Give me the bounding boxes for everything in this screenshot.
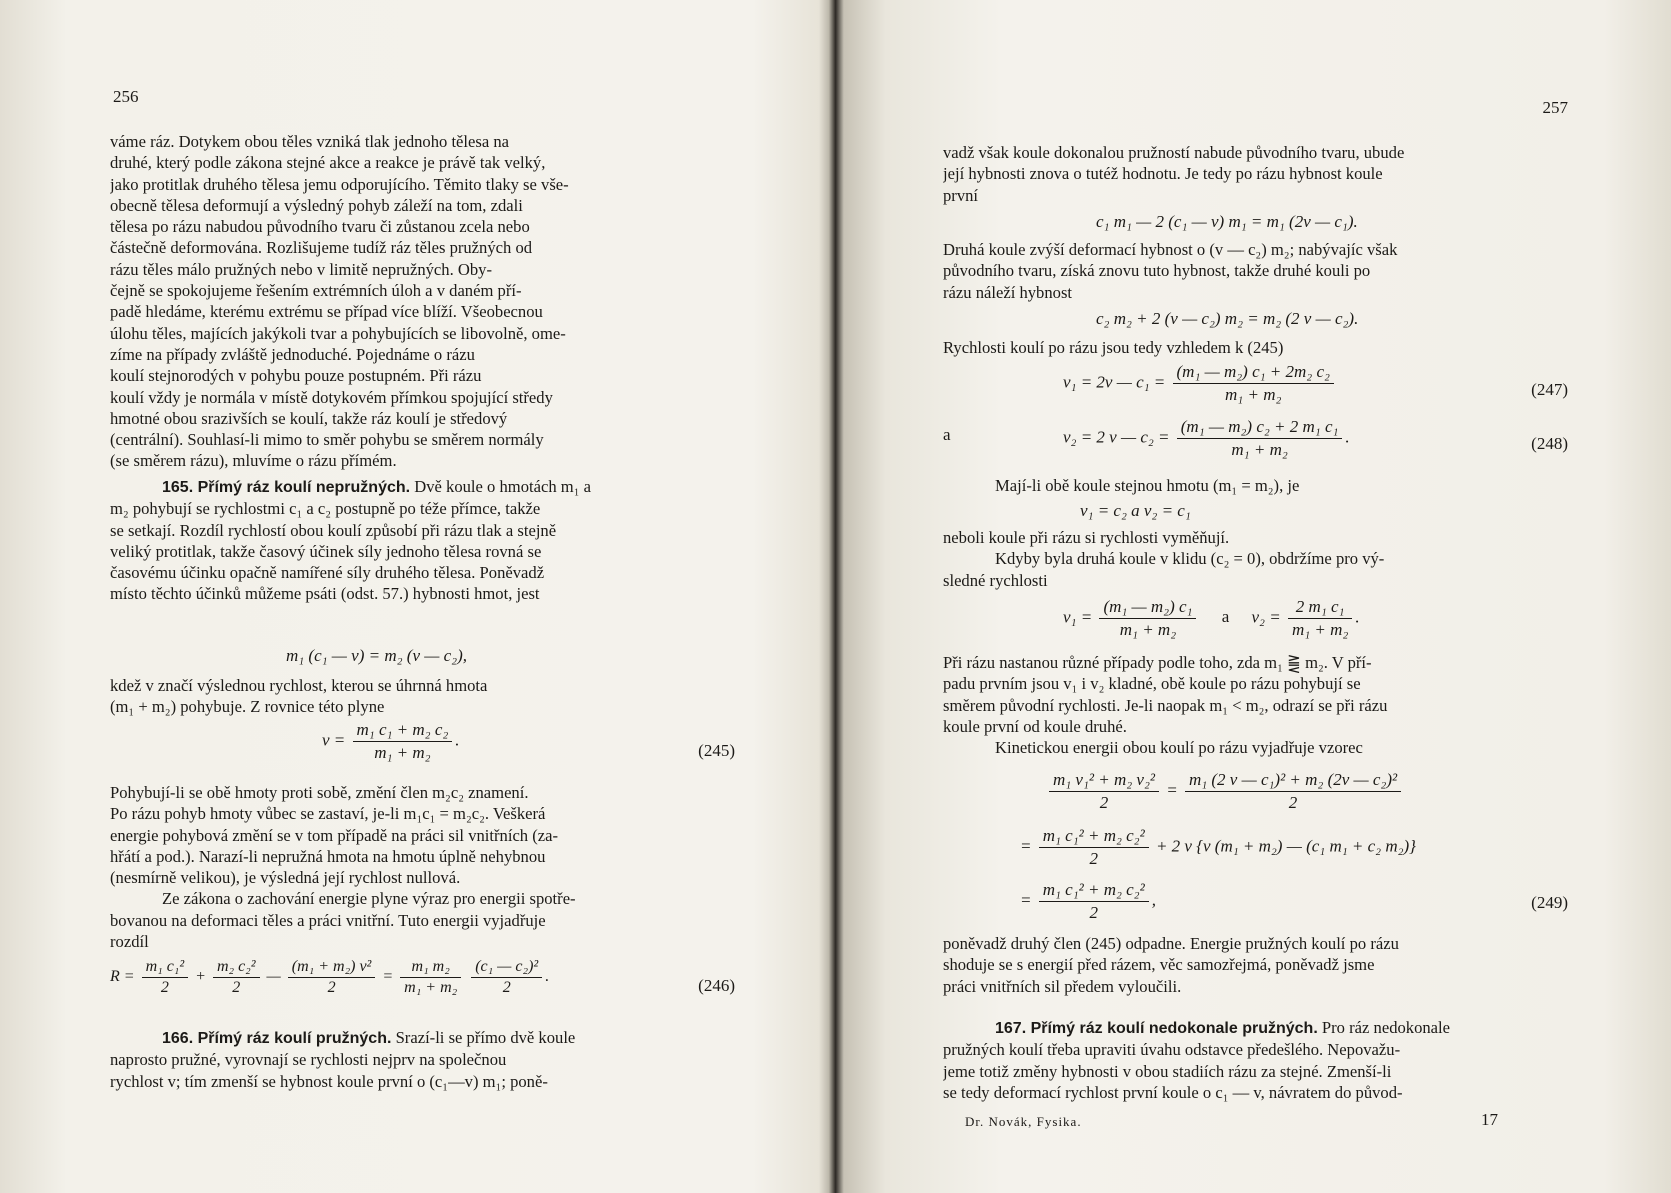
text-line: se tedy deformací rychlost první koule o c₁ — v, návratem do původ- <box>943 1082 1403 1102</box>
paragraph-exchange <box>943 527 1568 591</box>
left-page <box>110 0 735 1193</box>
equation-248: v₂ = 2 v — c₂ = $\frac{\text{(m₁ — m₂) c₂ + 2 m₁ c₁}}{\text{m₁ + m₂}}$ . <box>1063 417 1350 459</box>
paragraph-continuation <box>943 142 1568 206</box>
text-line: obecně tělesa deformují a výsledný pohyb záleží na tom, zdali <box>110 195 523 215</box>
text-line: poněvadž druhý člen (245) odpadne. Energie pružných koulí po rázu <box>943 934 1399 953</box>
text-line: Druhá koule zvýší deformací hybnost o (v — c₂) m₂; nabývajíc však <box>943 240 1398 259</box>
text-line: koule první od koule druhé. <box>943 716 1127 736</box>
paragraph-intro <box>110 131 735 472</box>
equation-249-row1: $\frac{\text{m₁ v₁² + m₂ v₂²}}{2}$ = $\frac{\text{m₁ (2 v — c₁)² + m₂ (2v — c₂)²}}{2}$ <box>1046 770 1404 813</box>
text-line: váme ráz. Dotykem obou těles vzniká tlak jednoho tělesa na <box>110 132 510 151</box>
text-line: 166. Přímý ráz koulí pružných. Srazí-li se přímo dvě koule <box>162 1028 576 1047</box>
text-line: úlohu těles, majících jakýkoli tvar a pohybujících se libovolně, ome- <box>110 323 566 343</box>
equation-number-245: (245) <box>698 741 735 760</box>
equation-247: v₁ = 2v — c₁ = $\frac{\text{(m₁ — m₂) c₁ + 2m₂ c₂}}{\text{m₁ + m₂}}$ <box>1063 362 1337 405</box>
text-line: druhé, který podle zákona stejné akce a reakce je právě tak velký, <box>110 153 546 173</box>
text-line: Pohybují-li se obě hmoty proti sobě, změní člen m₂c₂ znamení. <box>110 783 529 802</box>
paragraph-energy <box>943 933 1568 997</box>
text-line: rázu těles málo pružných nebo v limitě nepružných. Oby- <box>110 259 492 279</box>
equation-number-248: (248) <box>1531 434 1568 453</box>
text-line: časovému účinku opačně namířené síly druhého tělesa. Poněvadž <box>110 563 545 583</box>
text-line: naprosto pružné, vyrovnají se rychlosti nejprv na společnou <box>110 1050 507 1070</box>
text-line: jako protitlak druhého tělesa jemu odporujícího. Těmito tlaky se vše- <box>110 174 569 194</box>
equation-first-momentum: c₁ m₁ — 2 (c₁ — v) m₁ = m₁ (2v — c₁). <box>1096 212 1358 231</box>
paragraph-second-ball <box>943 239 1568 303</box>
text-line: (nesmírně velikou), je výsledná její rychlost nullová. <box>110 868 461 888</box>
footer-sheet-number: 17 <box>1481 1110 1498 1129</box>
section-heading-165: 165. Přímý ráz koulí nepružných. <box>162 479 411 496</box>
text-line: její hybnosti znova o tutéž hodnotu. Je tedy po rázu hybnost koule <box>943 164 1383 184</box>
text-line: (m₁ + m₂) pohybuje. Z rovnice této plyne <box>110 697 385 717</box>
text-line: hřátí a pod.). Narazí-li nepružná hmota na hmotu úplně nehybnou <box>110 846 546 866</box>
paragraph-cases <box>943 652 1568 758</box>
text-line: Rychlosti koulí po rázu jsou tedy vzhledem k (245) <box>943 338 1284 357</box>
right-page <box>943 0 1568 1193</box>
text-line: koulí stejnorodých v pohybu pouze postupném. Při rázu <box>110 366 482 386</box>
equation-number-246: (246) <box>698 976 735 995</box>
equation-249-row3: = $\frac{\text{m₁ c₁² + m₂ c₂²}}{2}$ , <box>1020 880 1156 922</box>
text-line: bovanou na deformaci těles a práci vnitřní. Tuto energii vyjadřuje <box>110 910 546 930</box>
section-heading-167: 167. Přímý ráz koulí nedokonale pružných. <box>995 1020 1318 1037</box>
text-line: Při rázu nastanou různé případy podle toho, zda m₁ ⪌ m₂. V pří- <box>943 653 1372 672</box>
equation-249-row2: = $\frac{\text{m₁ c₁² + m₂ c₂²}}{2}$ + 2 v {v (m₁ + m₂) — (c₁ m₁ + c₂ m₂)} <box>1020 826 1416 868</box>
text-line: čejně se spokojujeme řešením extrémních úloh a v daném pří- <box>110 281 522 301</box>
text-line: místo těchto účinků můžeme psáti (odst. 57.) hybnosti hmot, jest <box>110 584 540 604</box>
text-line: rázu náleží hybnost <box>943 282 1073 302</box>
text-line: koulí vždy je normála v místě dotykovém přímkou spojující středy <box>110 387 553 407</box>
paragraph-velocities <box>943 337 1568 358</box>
text-line: m₂ pohybují se rychlostmi c₁ a c₂ postupně po téže přímce, takže <box>110 499 541 519</box>
text-line: padě hledáme, kterému extrému se případ více blíží. Všeobecnou <box>110 302 543 322</box>
text-line: původního tvaru, získá znovu tuto hybnost, takže druhé kouli po <box>943 261 1371 281</box>
text-line: (se směrem rázu), mluvíme o rázu přímém. <box>110 451 397 471</box>
text-line: se setkají. Rozdíl rychlostí obou koulí způsobí při rázu tlak a stejně <box>110 520 557 540</box>
text-line: částečně deformována. Rozlišujeme tudíž ráz těles pružných od <box>110 238 533 258</box>
text-line: tělesa po rázu nabudou původního tvaru či zůstanou zcela nebo <box>110 217 530 237</box>
section-heading-166: 166. Přímý ráz koulí pružných. <box>162 1030 392 1047</box>
page-number-left: 256 <box>113 87 139 106</box>
word-and: a <box>943 425 951 444</box>
text-line: energie pohybová změní se v tom případě na práci sil vnitřních (za- <box>110 825 559 845</box>
text-line: kdež v značí výslednou rychlost, kterou se úhrnná hmota <box>110 676 488 695</box>
section-166 <box>110 1027 735 1092</box>
text-line: 167. Přímý ráz koulí nedokonale pružných. Pro ráz nedokonale <box>995 1018 1451 1037</box>
text-line: rozdíl <box>110 932 149 952</box>
text-line: směrem původní rychlosti. Je-li naopak m₁ < m₂, odrazí se při rázu <box>943 695 1388 715</box>
text-line: rychlost v; tím zmenší se hybnost koule první o (c₁—v) m₁; poně- <box>110 1071 548 1091</box>
text-line: zíme na případy zvláště jednoduché. Pojednáme o rázu <box>110 344 475 364</box>
text-line: vadž však koule dokonalou pružností nabude původního tvaru, ubude <box>943 143 1405 162</box>
text-line: hmotné obou srazivších se koulí, takže ráz koulí je středový <box>110 408 508 428</box>
paragraph-kdez <box>110 675 735 718</box>
equation-number-249: (249) <box>1531 893 1568 912</box>
text-line: Kinetickou energii obou koulí po rázu vyjadřuje vzorec <box>995 738 1363 758</box>
paragraph-equal-mass <box>943 475 1568 496</box>
equation-number-247: (247) <box>1531 380 1568 399</box>
text-line: Mají-li obě koule stejnou hmotu (m₁ = m₂), je <box>995 476 1300 495</box>
page-number-right: 257 <box>1542 98 1568 117</box>
paragraph-opposite <box>110 782 735 952</box>
text-line: shoduje se s energií před rázem, věc samozřejmá, poněvadž jsme <box>943 955 1375 975</box>
text-line: neboli koule při rázu si rychlosti vyměňují. <box>943 528 1230 547</box>
equation-245: v = $\frac{\text{m₁ c₁ + m₂ c₂}}{\text{m₁ + m₂}}$ . <box>322 720 460 762</box>
text-line: sledné rychlosti <box>943 570 1048 590</box>
text-line: veliký protitlak, takže časový účinek síly jednoho tělesa rovná se <box>110 541 542 561</box>
text-line: padu prvním jsou v₁ i v₂ kladné, obě koule po rázu pohybují se <box>943 674 1361 694</box>
text-line: jeme totiž změny hybnosti v obou stadiích rázu za stejné. Zmenší-li <box>943 1061 1392 1081</box>
section-165 <box>110 476 735 605</box>
text-line: (centrální). Souhlasí-li mimo to směr pohybu se směrem normály <box>110 430 544 450</box>
text-line: Ze zákona o zachování energie plyne výraz pro energii spotře- <box>162 889 576 909</box>
equation-second-momentum: c₂ m₂ + 2 (v — c₂) m₂ = m₂ (2 v — c₂). <box>1096 309 1359 328</box>
equation-momentum: m₁ (c₁ — v) = m₂ (v — c₂), <box>286 646 467 665</box>
text-line: Kdyby byla druhá koule v klidu (c₂ = 0), obdržíme pro vý- <box>995 549 1385 569</box>
text-line: práci vnitřních sil předem vyloučili. <box>943 976 1182 996</box>
equation-rest: v₁ = $\frac{\text{(m₁ — m₂) c₁}}{\text{m₁ + m₂}}$ a v₂ = $\frac{\text{2 m₁ c₁}}{\text{m₁ + m₂}}$ . <box>1063 597 1360 639</box>
section-167 <box>943 1017 1568 1103</box>
text-line: první <box>943 185 979 205</box>
text-line: Po rázu pohyb hmoty vůbec se zastaví, je-li m₁c₁ = m₂c₂. Veškerá <box>110 804 546 824</box>
equation-246: R = $\frac{\text{m₁ c₁²}}{2}$ + $\frac{\text{m₂ c₂²}}{2}$ — $\frac{\text{(m₁ + m₂) v²}}{2}$ = $\frac{\text{m₁ m₂}}{\text{m₁ + m₂}}$ $\frac{\text{(c₁ — c₂)²}}{2}$ . <box>110 958 550 996</box>
text-line: pružných koulí třeba upraviti úvahu odstavce předešlého. Nepovažu- <box>943 1040 1401 1060</box>
text-line: 165. Přímý ráz koulí nepružných. Dvě koule o hmotách m₁ a <box>162 477 591 496</box>
equation-equal-mass: v₁ = c₂ a v₂ = c₁ <box>1080 501 1191 520</box>
footer-author: Dr. Novák, Fysika. <box>965 1114 1082 1129</box>
